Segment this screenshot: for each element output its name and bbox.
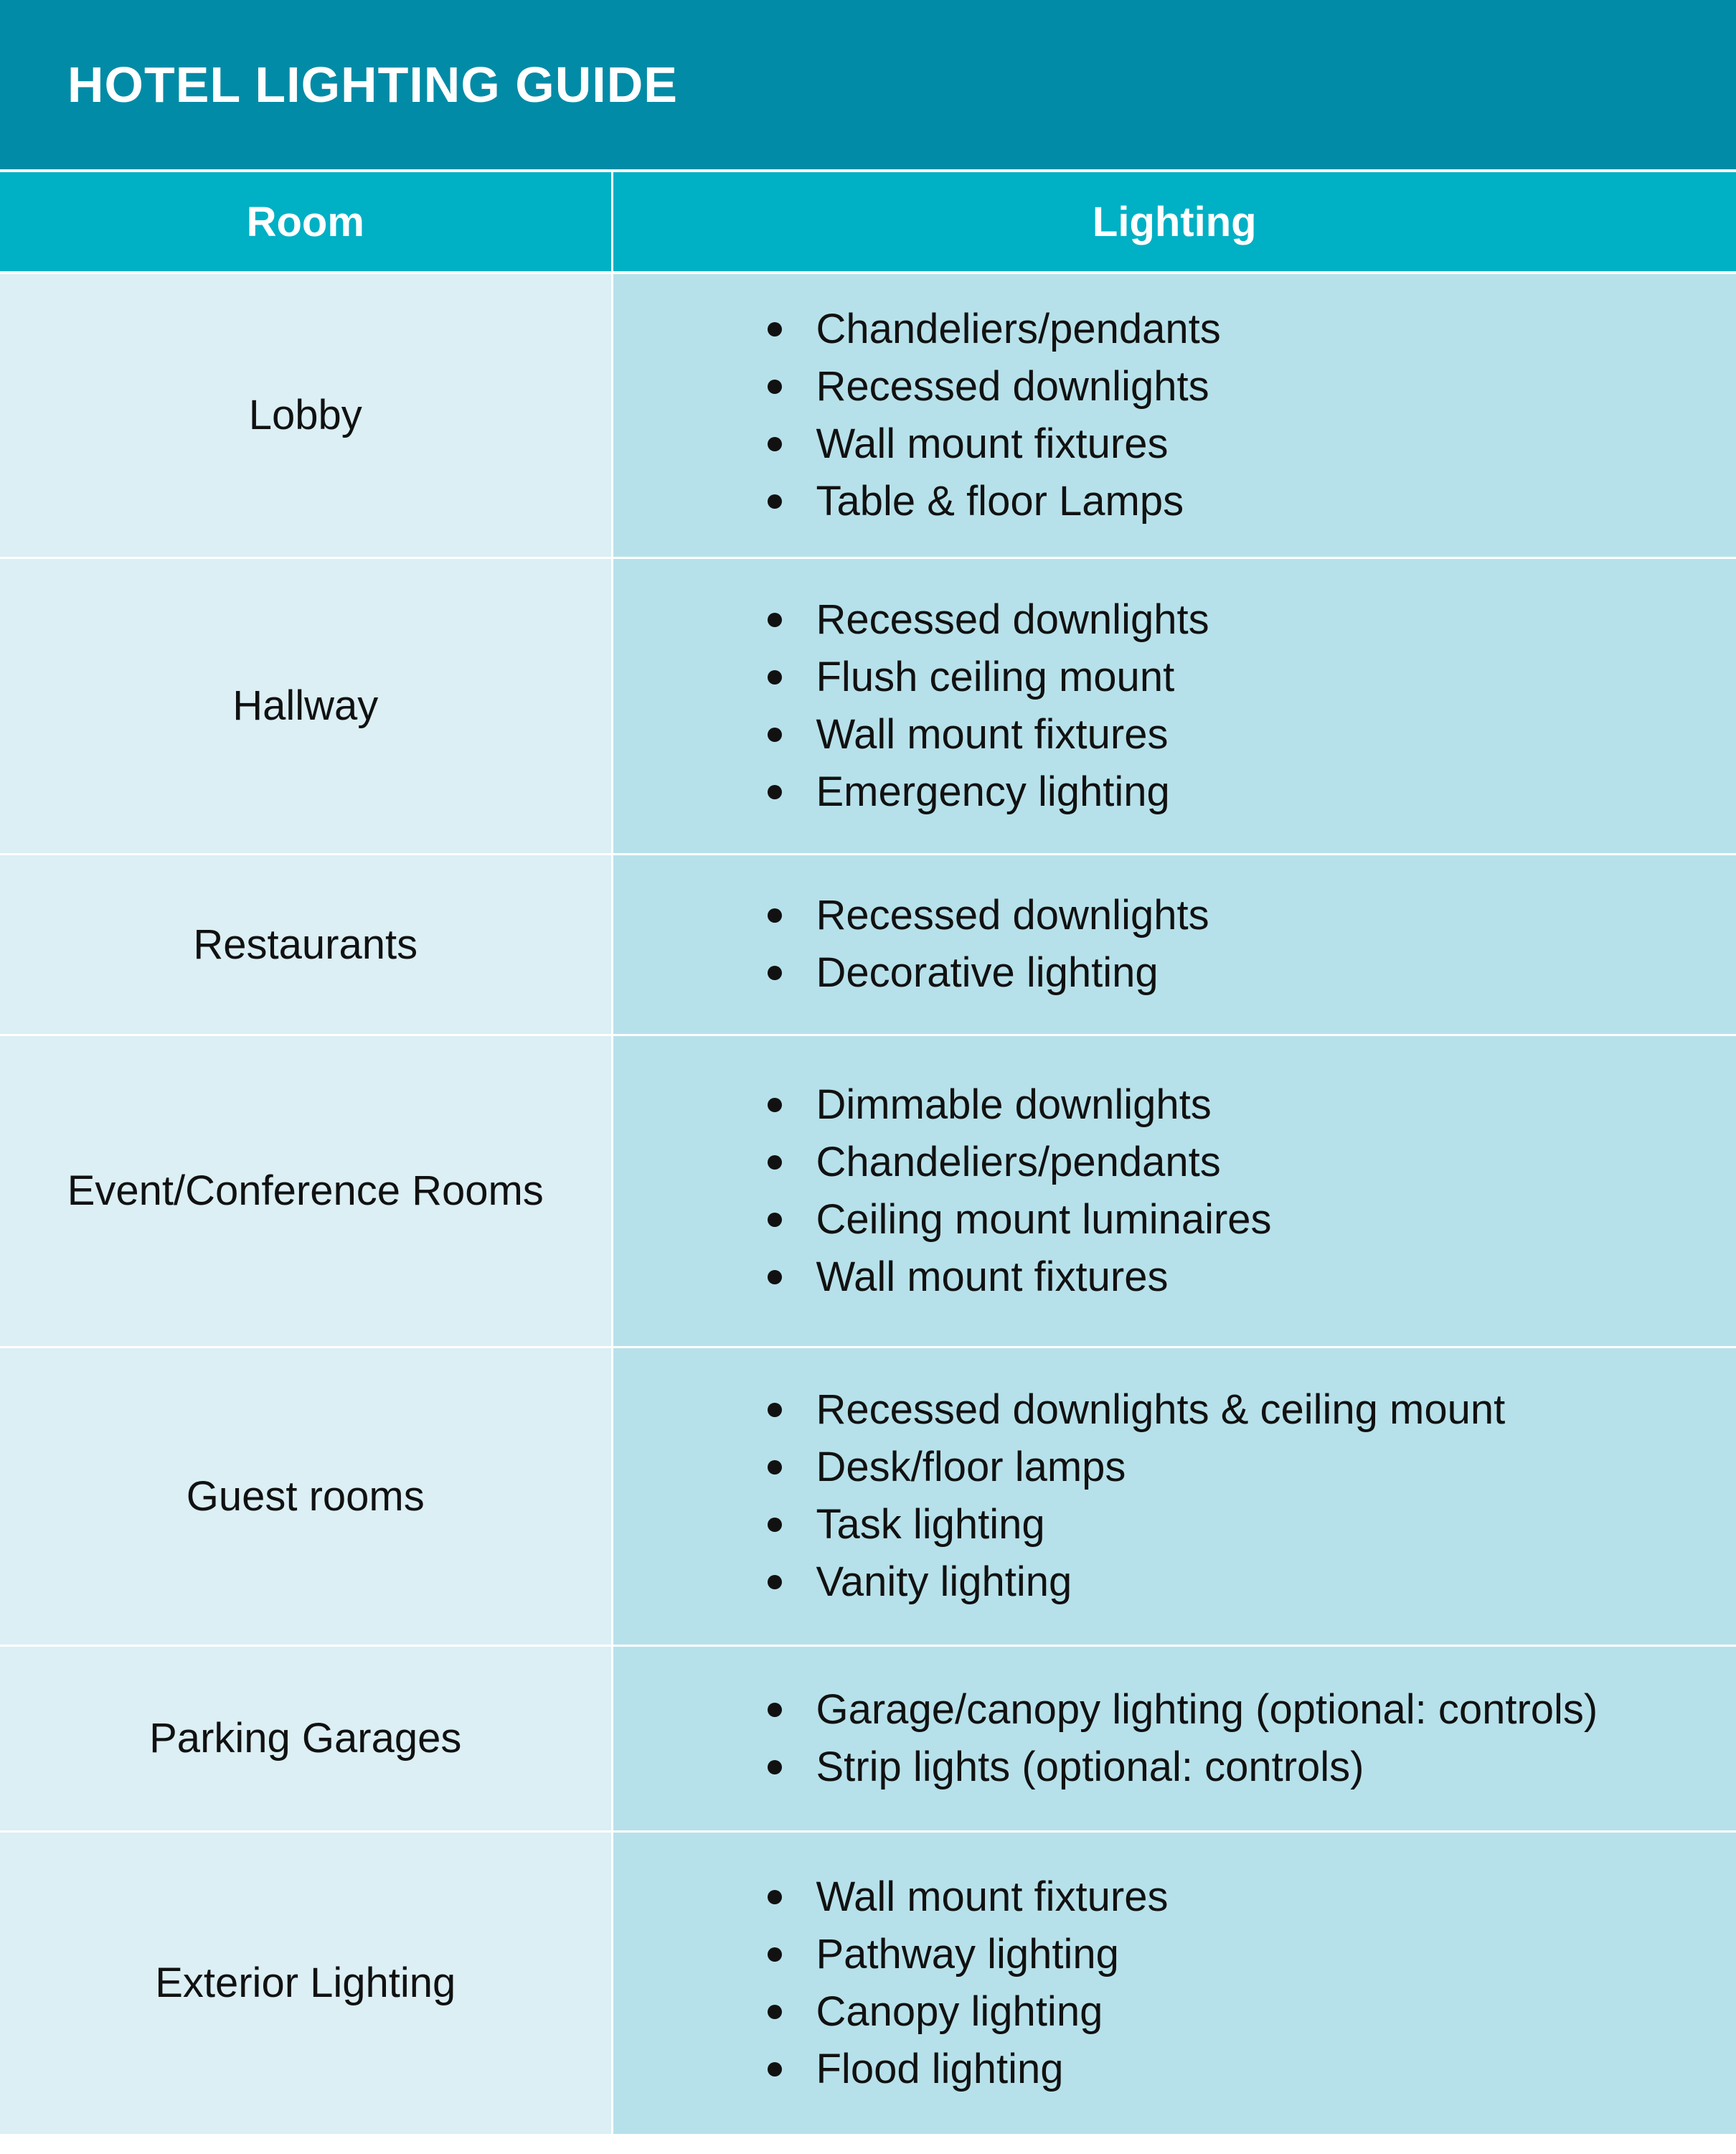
list-item xyxy=(768,1681,1736,1739)
room-cell: Guest rooms xyxy=(0,1347,612,1645)
bullet-icon xyxy=(768,494,782,509)
list-item xyxy=(768,763,1736,821)
list-item xyxy=(768,944,1736,1002)
lighting-list xyxy=(768,1381,1736,1611)
list-item xyxy=(768,301,1736,358)
list-item xyxy=(768,1076,1736,1134)
list-item xyxy=(768,1439,1736,1496)
bullet-icon xyxy=(768,1403,782,1417)
list-item xyxy=(768,1983,1736,2041)
bullet-icon xyxy=(768,1460,782,1475)
lighting-item-label: Recessed downlights xyxy=(816,362,1209,410)
lighting-item-label: Strip lights (optional: controls) xyxy=(816,1743,1364,1790)
lighting-item-label: Wall mount fixtures xyxy=(816,420,1169,467)
room-cell: Parking Garages xyxy=(0,1645,612,1831)
lighting-item-label: Emergency lighting xyxy=(816,768,1170,815)
table-row xyxy=(0,1645,1736,1831)
lighting-item-label: Flush ceiling mount xyxy=(816,653,1175,700)
room-cell: Event/Conference Rooms xyxy=(0,1035,612,1347)
list-item xyxy=(768,1739,1736,1796)
room-cell: Restaurants xyxy=(0,854,612,1035)
list-item xyxy=(768,473,1736,530)
bullet-icon xyxy=(768,1518,782,1532)
lighting-item-label: Chandeliers/pendants xyxy=(816,1138,1221,1185)
title-band xyxy=(0,0,1736,172)
lighting-item-label: Ceiling mount luminaires xyxy=(816,1195,1272,1243)
lighting-item-label: Table & floor Lamps xyxy=(816,477,1184,525)
list-item xyxy=(768,706,1736,763)
lighting-list xyxy=(768,1076,1736,1306)
lighting-item-label: Canopy lighting xyxy=(816,1988,1103,2035)
lighting-item-label: Flood lighting xyxy=(816,2045,1064,2092)
lighting-item-label: Chandeliers/pendants xyxy=(816,305,1221,352)
lighting-item-label: Wall mount fixtures xyxy=(816,1873,1169,1920)
list-item xyxy=(768,415,1736,473)
bullet-icon xyxy=(768,1947,782,1962)
list-item xyxy=(768,1191,1736,1248)
bullet-icon xyxy=(768,1703,782,1717)
lighting-item-label: Recessed downlights xyxy=(816,596,1209,643)
lighting-list xyxy=(768,591,1736,821)
bullet-icon xyxy=(768,2062,782,2077)
lighting-cell xyxy=(612,1645,1736,1831)
lighting-item-label: Wall mount fixtures xyxy=(816,1253,1169,1300)
bullet-icon xyxy=(768,1270,782,1284)
list-item xyxy=(768,2041,1736,2098)
bullet-icon xyxy=(768,1098,782,1112)
list-item xyxy=(768,1868,1736,1926)
lighting-item-label: Recessed downlights & ceiling mount xyxy=(816,1386,1506,1433)
lighting-cell xyxy=(612,854,1736,1035)
lighting-item-label: Dimmable downlights xyxy=(816,1081,1212,1128)
lighting-item-label: Recessed downlights xyxy=(816,892,1209,939)
header-room: Room xyxy=(0,172,612,273)
lighting-cell xyxy=(612,273,1736,558)
bullet-icon xyxy=(768,2005,782,2019)
list-item xyxy=(768,1381,1736,1439)
list-item xyxy=(768,649,1736,706)
list-item xyxy=(768,1553,1736,1611)
list-item xyxy=(768,887,1736,944)
lighting-list xyxy=(768,887,1736,1002)
bullet-icon xyxy=(768,908,782,923)
lighting-item-label: Wall mount fixtures xyxy=(816,710,1169,758)
lighting-list xyxy=(768,1868,1736,2098)
bullet-icon xyxy=(768,728,782,742)
bullet-icon xyxy=(768,613,782,627)
lighting-item-label: Task lighting xyxy=(816,1501,1045,1548)
table-row xyxy=(0,1831,1736,2135)
bullet-icon xyxy=(768,437,782,451)
list-item xyxy=(768,1248,1736,1306)
guide-table xyxy=(0,172,1736,2136)
list-item xyxy=(768,591,1736,649)
lighting-cell xyxy=(612,1831,1736,2135)
table-row xyxy=(0,1035,1736,1347)
room-cell: Exterior Lighting xyxy=(0,1831,612,2135)
table-row xyxy=(0,854,1736,1035)
table-row xyxy=(0,558,1736,854)
page-title: HOTEL LIGHTING GUIDE xyxy=(67,57,678,113)
room-cell: Lobby xyxy=(0,273,612,558)
bullet-icon xyxy=(768,1575,782,1589)
lighting-item-label: Desk/floor lamps xyxy=(816,1444,1126,1490)
bullet-icon xyxy=(768,1890,782,1904)
lighting-item-label: Pathway lighting xyxy=(816,1930,1119,1977)
bullet-icon xyxy=(768,670,782,685)
list-item xyxy=(768,1926,1736,1983)
bullet-icon xyxy=(768,1155,782,1170)
list-item xyxy=(768,358,1736,415)
lighting-list xyxy=(768,301,1736,530)
lighting-item-label: Garage/canopy lighting (optional: controls) xyxy=(816,1685,1598,1733)
header-row xyxy=(0,172,1736,273)
lighting-item-label: Vanity lighting xyxy=(816,1558,1072,1605)
list-item xyxy=(768,1134,1736,1191)
table-row xyxy=(0,1347,1736,1645)
lighting-cell xyxy=(612,1035,1736,1347)
bullet-icon xyxy=(768,380,782,394)
lighting-list xyxy=(768,1681,1736,1796)
lighting-item-label: Decorative lighting xyxy=(816,949,1159,996)
bullet-icon xyxy=(768,785,782,799)
bullet-icon xyxy=(768,1760,782,1774)
list-item xyxy=(768,1496,1736,1553)
lighting-cell xyxy=(612,558,1736,854)
header-lighting: Lighting xyxy=(612,172,1736,273)
bullet-icon xyxy=(768,1213,782,1227)
table-row xyxy=(0,273,1736,558)
room-cell: Hallway xyxy=(0,558,612,854)
bullet-icon xyxy=(768,322,782,337)
lighting-cell xyxy=(612,1347,1736,1645)
bullet-icon xyxy=(768,966,782,980)
